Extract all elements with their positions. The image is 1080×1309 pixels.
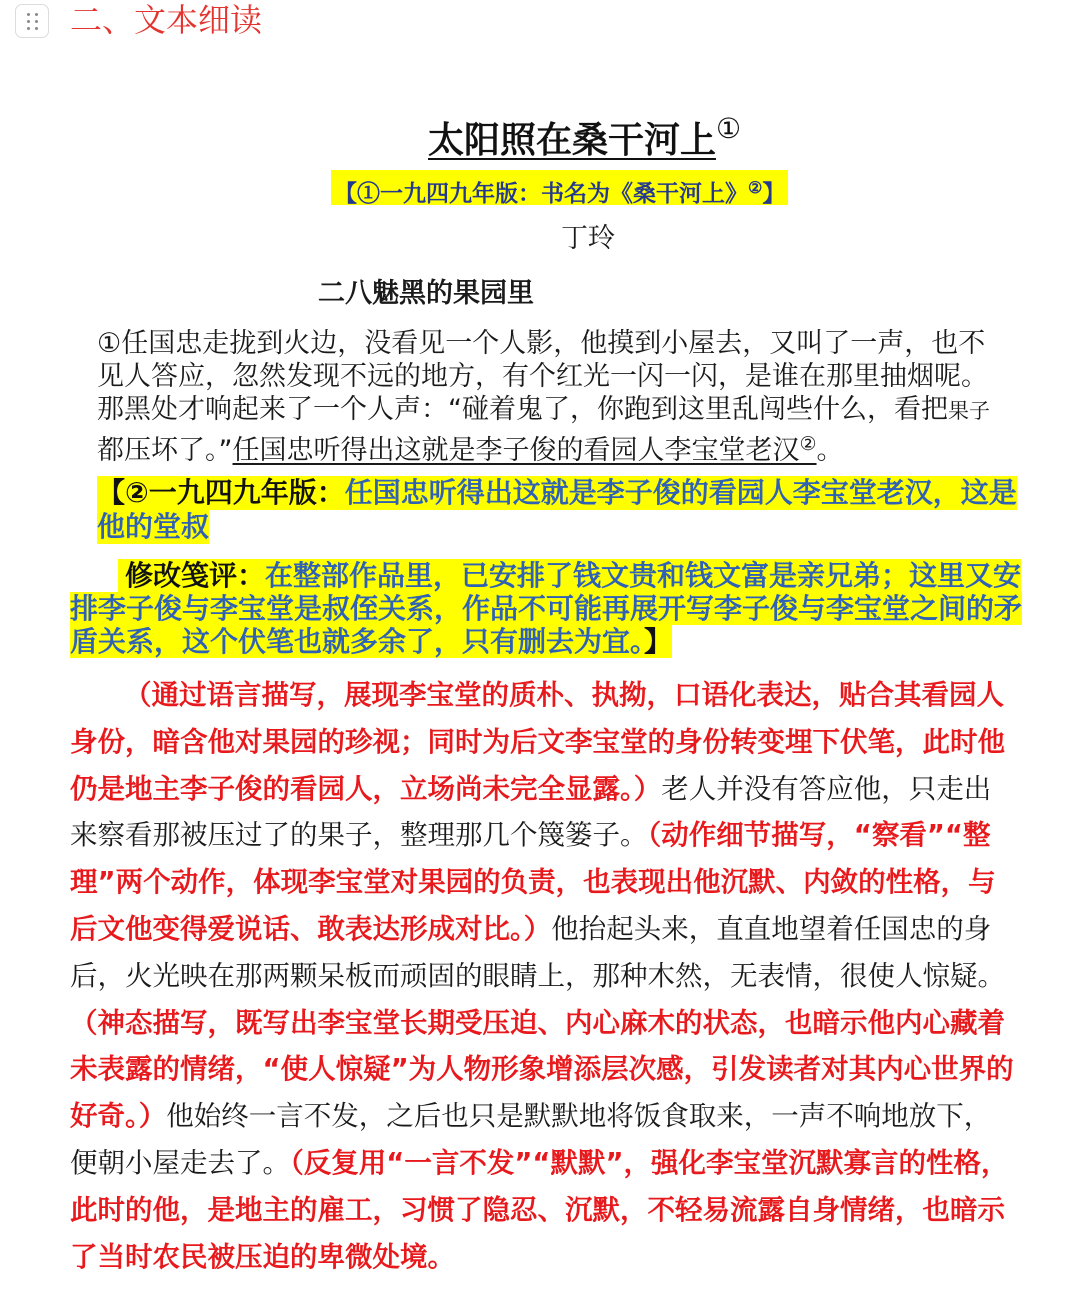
analysis-line xyxy=(70,953,1014,1000)
passage-line: 见人答应，忽然发现不远的地方，有个红光一闪一闪，是谁在那里抽烟呢。 xyxy=(97,361,988,392)
underlined-sentence xyxy=(233,435,817,466)
commentary-text: 盾关系，这个伏笔也就多余了，只有删去为宜。 xyxy=(70,625,645,658)
highlight xyxy=(70,625,672,658)
passage-line xyxy=(97,393,990,428)
passage-line: ①任国忠走拢到火边，没看见一个人影，他摸到小屋去，又叫了一声，也不 xyxy=(97,328,986,359)
annotation-text: 此时的他，是地主的雇工，习惯了隐忍、沉默，不轻易流露自身情绪，也暗示 xyxy=(70,1193,1005,1226)
passage-text: 那黑处才响起来了一个人声：“碰着鬼了，你跑到这里乱闯些什么，看把 xyxy=(97,394,948,425)
title-text: 太阳照在桑干河上 xyxy=(428,119,717,161)
underlined-text: 任国忠听得出这就是李子俊的看园人李宝堂老汉 xyxy=(232,435,800,466)
analysis-paragraph xyxy=(70,672,1014,1280)
passage-text: 都压坏了。” xyxy=(97,435,233,466)
analysis-line xyxy=(70,1234,1014,1281)
analysis-line xyxy=(70,1187,1014,1234)
title-edition-note xyxy=(331,170,788,205)
highlight xyxy=(97,476,1017,510)
revision-commentary xyxy=(70,559,1022,658)
analysis-line xyxy=(70,766,1014,813)
passage-footnote-mark: ② xyxy=(799,433,817,455)
commentary-line xyxy=(70,625,1022,658)
original-passage xyxy=(97,327,990,467)
title-note-footnote-mark: ② xyxy=(748,178,763,197)
highlight xyxy=(97,510,209,544)
commentary-text: 在整部作品里，已安排了钱文贵和钱文富是亲兄弟；这里又安 xyxy=(265,559,1022,592)
annotation-text: 身份，暗含他对果园的珍视；同时为后文李宝堂的身份转变埋下伏笔，此时他 xyxy=(70,725,1005,758)
author-name: 丁玲 xyxy=(561,223,615,254)
commentary-label: 修改笺评： xyxy=(125,559,266,592)
annotation-text: 后文他变得爱说话、敢表达形成对比。） xyxy=(70,912,552,945)
original-text: 他始终一言不发，之后也只是默默地将饭食取来，一声不响地放下， xyxy=(166,1100,992,1133)
commentary-text: 排李子俊与李宝堂是叔侄关系，作品不可能再展开写李子俊与李宝堂之间的矛 xyxy=(70,592,1023,625)
passage-text: 。 xyxy=(816,435,844,466)
passage-small-text: 果子 xyxy=(948,399,990,423)
revision-text: 任国忠听得出这就是李子俊的看园人李宝堂老汉，这是 xyxy=(344,476,1017,509)
original-text: 老人并没有答应他，只走出 xyxy=(661,772,992,805)
analysis-line xyxy=(70,1140,1014,1187)
original-text: 便朝小屋走去了。 xyxy=(70,1146,290,1179)
annotation-text: （反复用“一言不发”“默默”，强化李宝堂沉默寡言的性格， xyxy=(290,1146,1009,1179)
section-heading: 二、文本细读 xyxy=(70,1,263,39)
original-text: 后，火光映在那两颗呆板而顽固的眼睛上，那种木然，无表情，很使人惊疑。 xyxy=(70,959,1005,992)
highlight xyxy=(118,559,1021,592)
revision-line xyxy=(97,510,1017,544)
commentary-line xyxy=(70,592,1022,625)
analysis-line xyxy=(70,672,1014,719)
annotation-text: 未表露的情绪，“使人惊疑”为人物形象增添层次感，引发读者对其内心世界的 xyxy=(70,1053,1014,1086)
original-text: 来察看那被压过了的果子，整理那几个篾篓子。 xyxy=(70,819,648,852)
analysis-line xyxy=(70,719,1014,766)
highlight xyxy=(70,592,1022,625)
title-note-text: 【①一九四九年版：书名为《桑干河上》 xyxy=(334,180,748,207)
commentary-close: 】 xyxy=(644,625,673,658)
passage-line xyxy=(97,428,990,467)
annotation-text: 了当时农民被压迫的卑微处境。 xyxy=(70,1240,455,1273)
commentary-line xyxy=(70,559,1022,592)
drag-handle-icon[interactable] xyxy=(15,4,49,38)
annotation-text: 好奇。） xyxy=(70,1100,167,1133)
title-note-close: 】 xyxy=(762,180,786,207)
analysis-line xyxy=(70,1000,1014,1047)
original-text: 他抬起头来，直直地望着任国忠的身 xyxy=(551,912,992,945)
annotation-text: 仍是地主李子俊的看园人，立场尚未完全显露。） xyxy=(70,772,662,805)
revision-label: 【②一九四九年版： xyxy=(97,476,345,509)
analysis-line xyxy=(70,812,1014,859)
title-footnote-mark: ① xyxy=(716,112,742,145)
annotation-text: （动作细节描写，“察看”“整 xyxy=(647,819,991,852)
annotation-text: 理”两个动作，体现李宝堂对果园的负责，也表现出他沉默、内敛的性格，与 xyxy=(70,866,996,899)
analysis-line xyxy=(70,1093,1014,1140)
analysis-line xyxy=(70,1046,1014,1093)
revision-text: 他的堂叔 xyxy=(97,510,210,543)
drag-handle-dots xyxy=(27,13,38,30)
analysis-line xyxy=(70,906,1014,953)
document-title xyxy=(428,106,741,163)
annotation-text: （通过语言描写，展现李宝堂的质朴、执拗，口语化表达，贴合其看园人 xyxy=(124,679,1004,711)
analysis-line xyxy=(70,859,1014,906)
annotation-text: （神态描写，既写出李宝堂长期受压迫、内心麻木的状态，也暗示他内心藏着 xyxy=(70,1006,1005,1039)
chapter-title: 二八魅黑的果园里 xyxy=(318,278,534,309)
revision-line xyxy=(97,476,1017,510)
revision-note xyxy=(97,476,1017,544)
